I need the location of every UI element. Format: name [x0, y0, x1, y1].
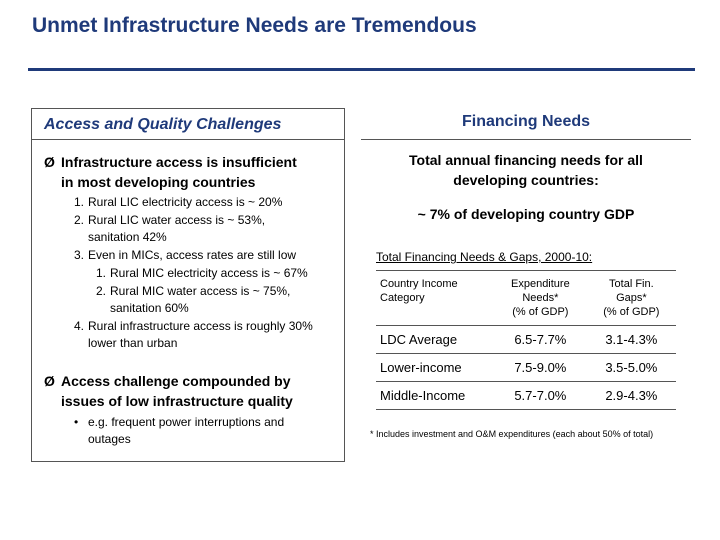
list-item: 3. Even in MICs, access rates are still low [74, 248, 297, 262]
table-row: Lower-income 7.5-9.0% 3.5-5.0% [376, 354, 676, 382]
footnote: * Includes investment and O&M expenditures (each about 50% of total) [370, 429, 654, 439]
financing-highlight: ~ 7% of developing country GDP [417, 206, 635, 222]
list-item: 4. Rural infrastructure access is roughly 30% lower than urban [74, 319, 313, 350]
financing-needs-header: Financing Needs [361, 108, 691, 140]
list-item: 1. Rural LIC electricity access is ~ 20% [74, 195, 283, 209]
arrow-bullet-icon: Ø [44, 373, 55, 389]
access-quality-panel [31, 108, 345, 462]
financing-table [376, 270, 676, 410]
column-header-category: Country Income Category [376, 271, 494, 326]
bullet-access-compounded: Ø Access challenge compounded by issues of low infrastructure quality [44, 373, 293, 409]
financing-summary: Total annual financing needs for all developing countries: [409, 152, 643, 188]
title-divider [28, 68, 695, 71]
list-item: 2. Rural LIC water access is ~ 53%, sanitation 42% [74, 213, 266, 244]
table-row: Middle-Income 5.7-7.0% 2.9-4.3% [376, 382, 676, 410]
list-item: • e.g. frequent power interruptions and outages [74, 415, 285, 446]
bullet-access-insufficient: Ø Infrastructure access is insufficient in most developing countries [44, 154, 297, 190]
page-title: Unmet Infrastructure Needs are Tremendous [32, 14, 477, 37]
column-header-gaps: Total Fin. Gaps* (% of GDP) [587, 271, 676, 326]
column-header-needs: Expenditure Needs* (% of GDP) [494, 271, 587, 326]
access-quality-header: Access and Quality Challenges [32, 109, 344, 140]
list-item: 2. Rural MIC water access is ~ 75%, sanitation 60% [96, 284, 291, 315]
arrow-bullet-icon: Ø [44, 154, 55, 170]
table-title: Total Financing Needs & Gaps, 2000-10: [376, 250, 593, 264]
list-item: 1. Rural MIC electricity access is ~ 67% [96, 266, 308, 280]
dot-bullet-icon: • [74, 415, 79, 429]
table-header-row [376, 271, 676, 326]
table-row: LDC Average 6.5-7.7% 3.1-4.3% [376, 326, 676, 354]
